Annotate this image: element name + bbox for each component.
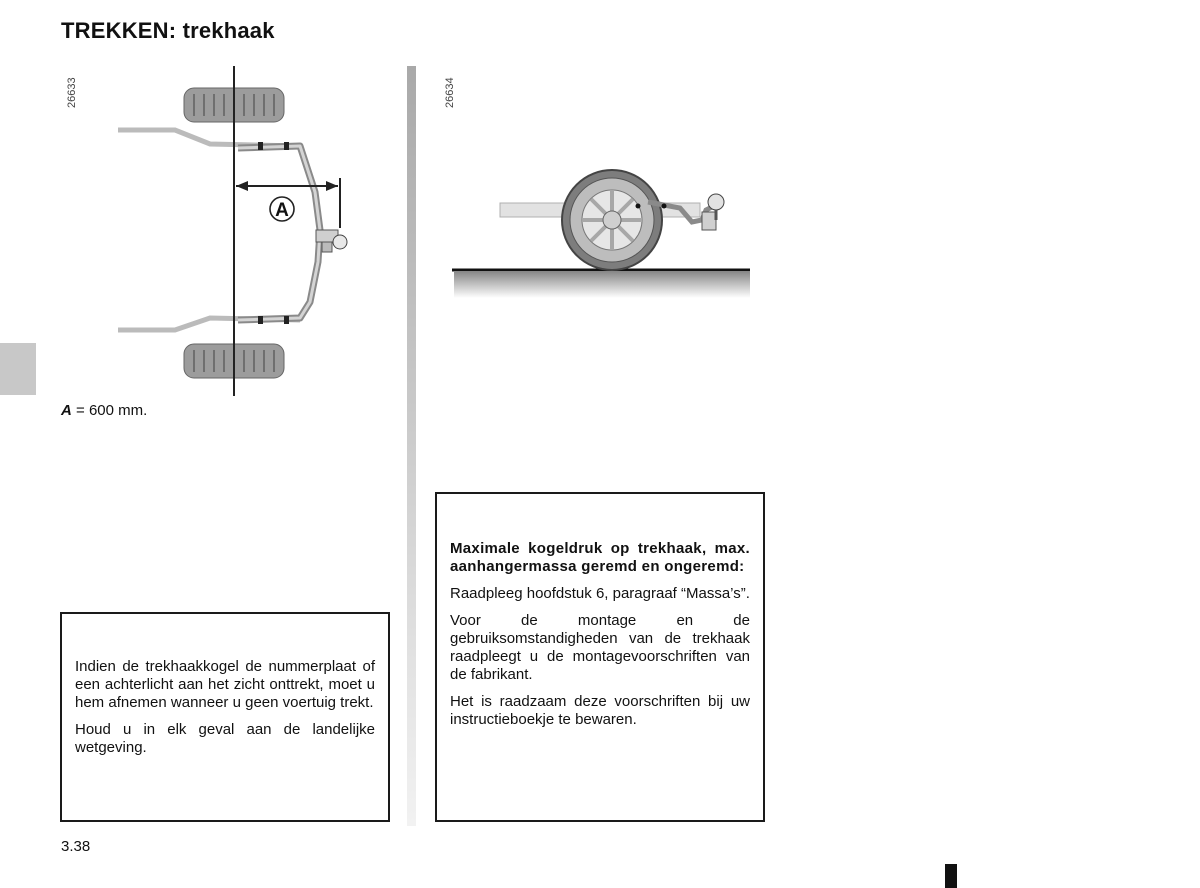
towbar-side-view-drawing [440, 62, 760, 312]
towbar-side-view-figure [440, 62, 760, 312]
section-tab [0, 343, 36, 395]
figure-code: 26633 [66, 77, 78, 108]
column-divider [407, 66, 416, 826]
note-paragraph: Voor de montage en de gebruiksomstandigheden van de trekhaak raadpleegt u de montagevoorschriften van de fabrikant. [450, 612, 750, 683]
note-paragraph: Houd u in elk geval aan de landelijke wetgeving. [75, 721, 375, 756]
towbar-top-view-drawing [60, 62, 400, 402]
note-heading: Maximale kogeldruk op trekhaak, max. aanhangermassa geremd en ongeremd: [450, 540, 750, 575]
figure-code: 26634 [444, 77, 456, 108]
towball-removal-note [60, 612, 390, 822]
towbar-top-view-figure [60, 62, 400, 402]
caption-value: = 600 mm. [71, 402, 148, 419]
caption-label: A [61, 402, 72, 419]
towbar-specification-note [435, 492, 765, 822]
note-paragraph: Indien de trekhaakkogel de nummerplaat of een achterlicht aan het zicht onttrekt, moet u hem afnemen wanneer u geen voertuig trekt. [75, 658, 375, 711]
page-edge-marker [945, 864, 957, 888]
note-paragraph: Raadpleeg hoofdstuk 6, paragraaf “Massa’s”. [450, 585, 750, 602]
note-paragraph: Het is raadzaam deze voorschriften bij uw instructieboekje te bewaren. [450, 693, 750, 728]
page-title: TREKKEN: trekhaak [61, 18, 275, 43]
page-number: 3.38 [61, 838, 91, 855]
wheel-icon [562, 170, 662, 270]
dimension-caption [61, 402, 147, 419]
dimension-callout: A [275, 200, 289, 221]
